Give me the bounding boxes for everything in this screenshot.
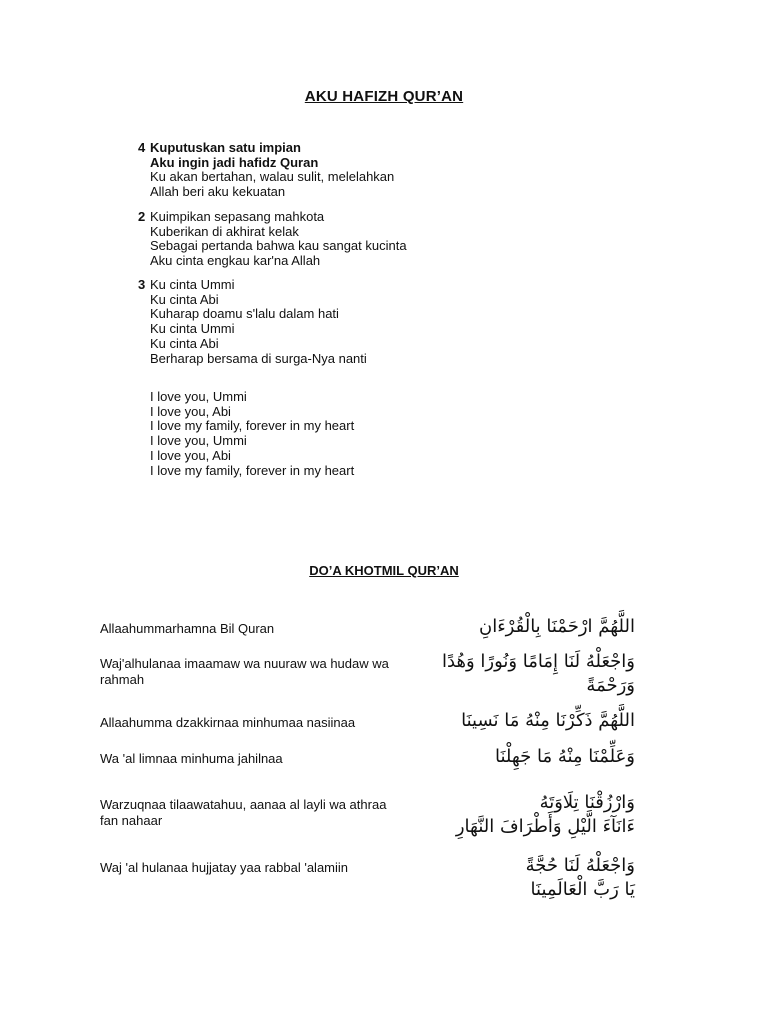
- refrain-line: I love my family, forever in my heart: [150, 418, 355, 434]
- verse-number: 3: [138, 277, 146, 292]
- doa-arabic-line: وَارْزُقْنَا تِلَاوَتَهُ: [539, 792, 635, 813]
- doa-arabic: [420, 709, 635, 733]
- verse-1-line: Allah beri aku kekuatan: [150, 184, 286, 200]
- verse-3-line: Kuharap doamu s'lalu dalam hati: [150, 306, 339, 322]
- verse-1-line: 4 Kuputuskan satu impian: [138, 140, 301, 155]
- doa-arabic-line: وَرَحْمَةً: [586, 675, 635, 696]
- doa-arabic-line: اللَّهُمَّ ارْحَمْنَا بِالْقُرْءَانِ: [478, 616, 635, 637]
- verse-number: 4: [138, 140, 146, 155]
- doa-arabic-line: وَاجْعَلْهُ لَنَا حُجَّةً: [525, 855, 635, 876]
- verse-1: [138, 141, 394, 200]
- doa-arabic-line: وَاجْعَلْهُ لَنَا إِمَامًا وَنُورًا وَهُدًا: [442, 651, 635, 672]
- refrain-line: I love my family, forever in my heart: [150, 462, 355, 478]
- verse-2-line: Aku cinta engkau kar'na Allah: [150, 253, 321, 269]
- doa-latin: Waj'alhulanaa imaamaw wa nuuraw wa hudaw wa rahmah: [100, 656, 389, 687]
- verse-2-line: Kuberikan di akhirat kelak: [150, 223, 299, 239]
- verse-2: [138, 210, 407, 269]
- verse-1-line: Ku akan bertahan, walau sulit, melelahkan: [150, 169, 395, 185]
- refrain: [150, 390, 354, 478]
- verse-3: [138, 278, 367, 366]
- doa-latin: Allaahummarhamna Bil Quran: [100, 621, 275, 636]
- doa-arabic-line: اللَّهُمَّ ذَكِّرْنَا مِنْهُ مَا نَسِينَا: [461, 710, 635, 731]
- doa-latin: Wa 'al limnaa minhuma jahilnaa: [100, 751, 283, 766]
- doa-title: DO’A KHOTMIL QUR’AN: [309, 563, 459, 578]
- doa-latin: Waj 'al hulanaa hujjatay yaa rabbal 'alamiin: [100, 860, 349, 875]
- verse-3-line: Ku cinta Ummi: [150, 321, 235, 337]
- verse-2-line: Sebagai pertanda bahwa kau sangat kucinta: [150, 238, 407, 254]
- verse-3-line: Ku cinta Abi: [150, 291, 219, 307]
- doa-arabic: [420, 615, 635, 639]
- doa-latin: Warzuqnaa tilaawatahuu, aanaa al layli wa athraa fan nahaar: [100, 797, 387, 828]
- doa-arabic-line: ءَانَآءَ الَّيْلِ وَأَطْرَافَ النَّهَارِ: [455, 816, 635, 837]
- song-title: AKU HAFIZH QUR’AN: [304, 88, 464, 105]
- doa-arabic: [420, 791, 635, 839]
- verse-1-line: Aku ingin jadi hafidz Quran: [150, 154, 319, 170]
- doa-latin: Allaahumma dzakkirnaa minhumaa nasiinaa: [100, 715, 356, 730]
- verse-2-line: 2 Kuimpikan sepasang mahkota: [138, 209, 325, 224]
- doa-arabic-line: يَا رَبَّ الْعَالَمِينَا: [530, 879, 635, 900]
- verse-3-line: 3 Ku cinta Ummi: [138, 277, 235, 292]
- doa-arabic: [420, 745, 635, 769]
- verse-3-line: Berharap bersama di surga-Nya nanti: [150, 350, 367, 366]
- verse-number: 2: [138, 209, 146, 224]
- refrain-line: I love you, Ummi: [150, 433, 247, 449]
- refrain-line: I love you, Abi: [150, 403, 231, 419]
- doa-arabic: [420, 650, 635, 698]
- refrain-line: I love you, Abi: [150, 447, 231, 463]
- doa-arabic-line: وَعَلِّمْنَا مِنْهُ مَا جَهِلْنَا: [494, 746, 635, 767]
- verse-3-line: Ku cinta Abi: [150, 335, 219, 351]
- doa-arabic: [420, 854, 635, 902]
- refrain-line: I love you, Ummi: [150, 389, 247, 404]
